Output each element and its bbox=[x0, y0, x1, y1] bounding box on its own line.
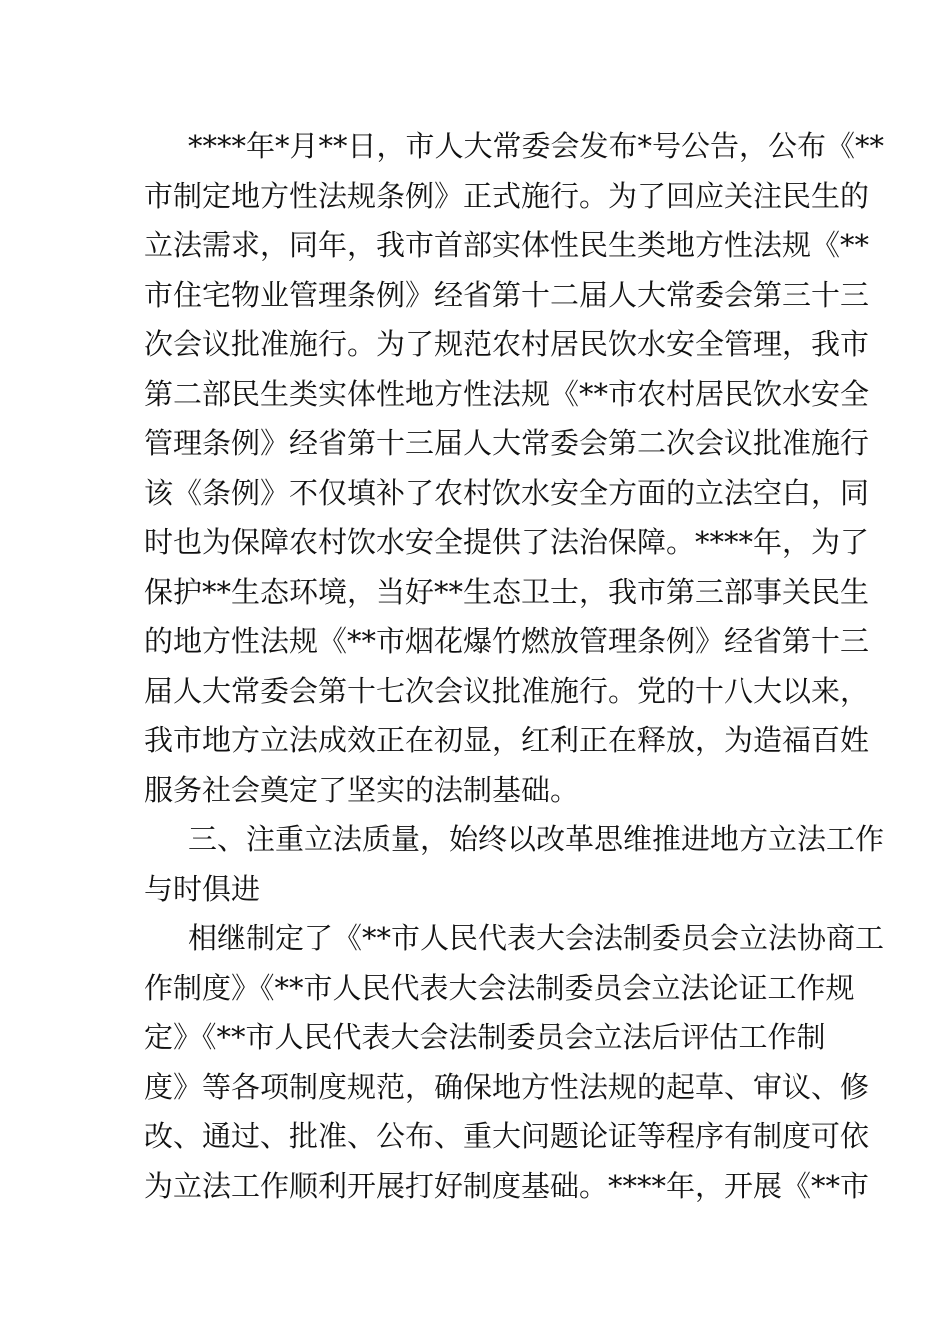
text-line: 度》等各项制度规范，确保地方性法规的起草、审议、修 bbox=[144, 1069, 870, 1104]
text-line: 立法需求，同年，我市首部实体性民生类地方性法规《** bbox=[144, 228, 870, 262]
text-line: 作制度》《**市人民代表大会法制委员会立法论证工作规 bbox=[144, 970, 855, 1005]
text-line: 保护**生态环境，当好**生态卫士，我市第三部事关民生 bbox=[144, 574, 870, 609]
text-line: 定》《**市人民代表大会法制委员会立法后评估工作制 bbox=[144, 1020, 826, 1054]
text-line: 服务社会奠定了坚实的法制基础。 bbox=[144, 772, 580, 807]
paragraph-institutional-rules bbox=[144, 914, 885, 1211]
text-line: ****年*月**日，市人大常委会发布*号公告，公布《** bbox=[188, 129, 885, 163]
text-line: 我市地方立法成效正在初显，红利正在释放，为造福百姓 bbox=[144, 723, 870, 757]
text-line: 管理条例》经省第十三届人大常委会第二次会议批准施行 bbox=[144, 426, 870, 460]
text-line: 市制定地方性法规条例》正式施行。为了回应关注民生的 bbox=[144, 178, 870, 213]
text-line: 相继制定了《**市人民代表大会法制委员会立法协商工 bbox=[188, 921, 885, 955]
text-line: 第二部民生类实体性地方性法规《**市农村居民饮水安全 bbox=[144, 376, 870, 411]
text-line: 为立法工作顺利开展打好制度基础。****年，开展《**市 bbox=[144, 1168, 870, 1203]
section-heading-three bbox=[144, 815, 885, 914]
paragraph-legislation-history bbox=[144, 122, 885, 815]
text-line: 改、通过、批准、公布、重大问题论证等程序有制度可依 bbox=[144, 1119, 870, 1153]
text-line: 的地方性法规《**市烟花爆竹燃放管理条例》经省第十三 bbox=[144, 624, 870, 658]
heading-line: 三、注重立法质量，始终以改革思维推进地方立法工作 bbox=[188, 822, 885, 856]
text-line: 届人大常委会第十七次会议批准施行。党的十八大以来， bbox=[144, 673, 870, 708]
text-line: 时也为保障农村饮水安全提供了法治保障。****年，为了 bbox=[144, 525, 870, 559]
text-line: 市住宅物业管理条例》经省第十二届人大常委会第三十三 bbox=[144, 277, 870, 312]
text-line: 该《条例》不仅填补了农村饮水安全方面的立法空白，同 bbox=[144, 475, 870, 510]
heading-line: 与时俱进 bbox=[144, 871, 261, 906]
document-body bbox=[144, 122, 885, 1211]
text-line: 次会议批准施行。为了规范农村居民饮水安全管理，我市 bbox=[144, 327, 870, 361]
